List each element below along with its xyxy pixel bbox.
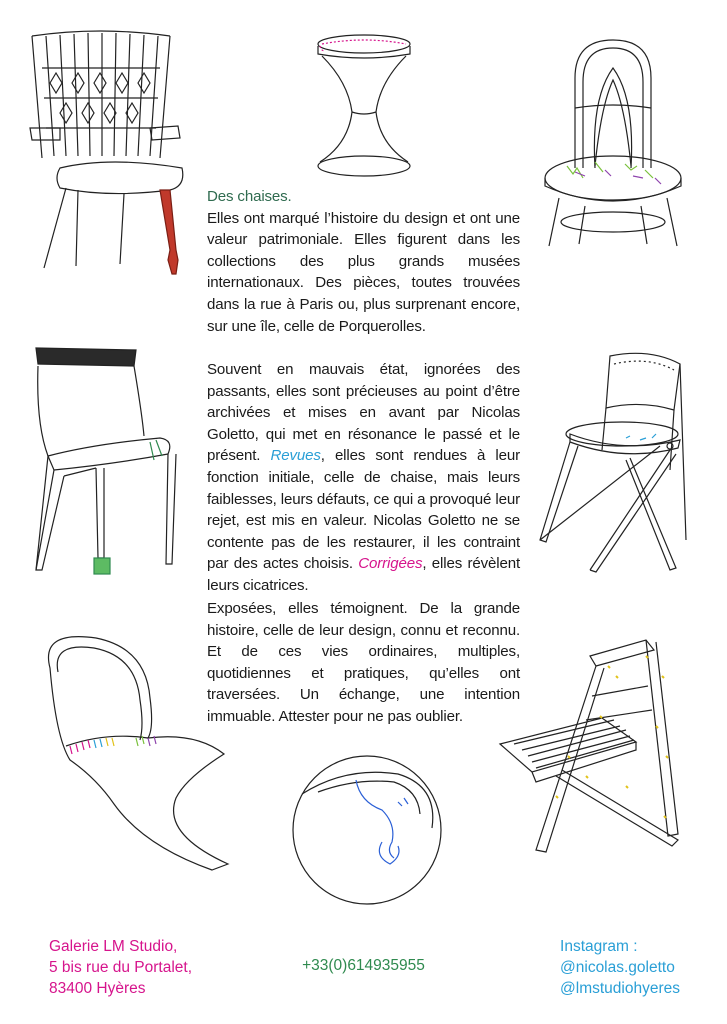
paragraph-2-part1: Souvent en mauvais état, ignorées des passants, elles sont précieuses au point d’être archivées et mises en avant par Nicolas Goletto, qui met en résonance le passé et le présent. — [207, 361, 520, 465]
paragraph-2-text — [207, 359, 520, 597]
paragraph-2-part3: , elles révèlent leurs cicatrices. — [207, 555, 520, 594]
accent-corrigees: Corrigées — [358, 555, 423, 573]
intro-heading: Des chaises. — [207, 188, 292, 205]
chair-plia-folding-illustration — [530, 350, 696, 580]
paragraph-2-part2: , elles sont rendues à leur fonction initiale, celle de chaise, mais leurs faiblesses, leurs défauts, ce qui a provoqué leur rejet, est mis en valeur. Nicolas Goletto ne se contente pas de les restaurer, il les contraint par des actes choisis. — [207, 447, 520, 573]
chair-panton-illustration — [36, 628, 234, 874]
chair-plastic-bistro-illustration — [24, 344, 186, 584]
social-handle-lmstudio[interactable]: @lmstudiohyeres — [560, 980, 680, 997]
address-line-2: 5 bis rue du Portalet, — [49, 959, 193, 976]
paragraph-3 — [207, 598, 520, 728]
intro-block — [207, 186, 520, 337]
chair-comback-illustration — [20, 28, 198, 290]
chair-trieste-folding-illustration — [496, 636, 690, 856]
social-label: Instagram : — [560, 938, 638, 955]
footer-phone[interactable]: +33(0)614935955 — [302, 957, 425, 974]
chair-tamtam-stool-illustration — [312, 32, 416, 180]
chair-bentwood-bistro-illustration — [535, 38, 691, 248]
address-line-1: Galerie LM Studio, — [49, 938, 178, 955]
address-line-3: 83400 Hyères — [49, 980, 146, 997]
paragraph-3-text: Exposées, elles témoignent. De la grande histoire, celle de leur design, connu et reconnu. Et de ces vies ordinaires, multiples, quotidiennes et pratiques, qu’elles ont traversées. Un échange, une intention immuable. Attester pour ne pas oublier. — [207, 600, 520, 725]
accent-revues: Revues — [270, 447, 321, 465]
social-handle-nicolas[interactable]: @nicolas.goletto — [560, 959, 675, 976]
footer-social — [560, 936, 680, 999]
intro-body: Elles ont marqué l’histoire du design et ont une valeur patrimoniale. Elles figurent dans les collections des plus grands musées internationaux. Des pièces, toutes trouvées dans la rue à Paris ou, plus surprenant encore, sur une île, celle de Porquerolles. — [207, 209, 520, 335]
chair-ball-illustration — [286, 752, 448, 906]
paragraph-2 — [207, 359, 520, 597]
